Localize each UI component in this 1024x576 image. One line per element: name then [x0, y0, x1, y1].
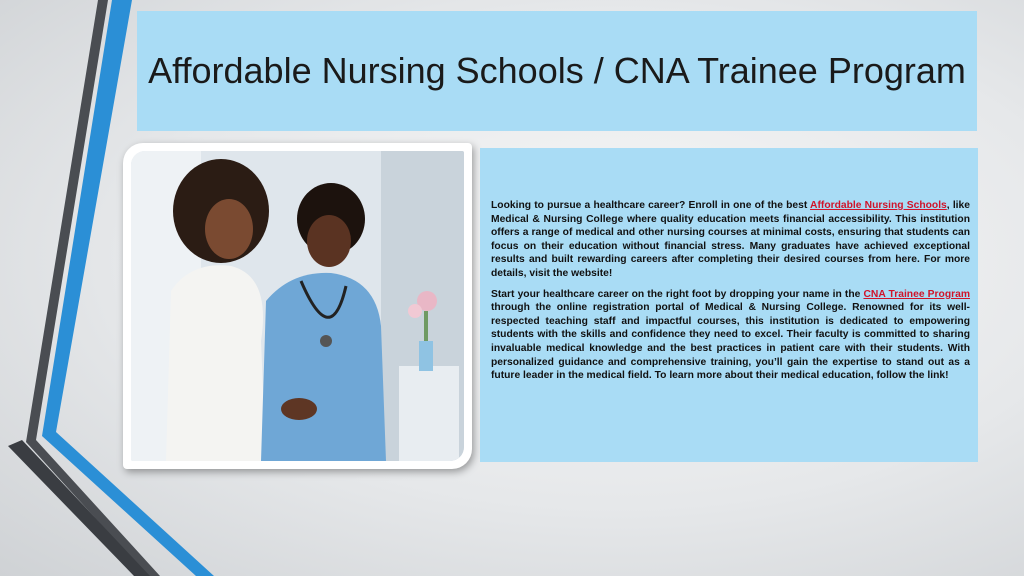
cna-trainee-program-link[interactable]: CNA Trainee Program: [863, 288, 970, 300]
affordable-nursing-schools-link[interactable]: Affordable Nursing Schools: [810, 200, 947, 211]
paragraph-2: [491, 288, 970, 383]
nurse-patient-photo: [131, 151, 464, 461]
slide-title: Affordable Nursing Schools / CNA Trainee Program: [148, 50, 966, 91]
description-panel: [480, 148, 978, 462]
paragraph-1-text-before: Looking to pursue a healthcare career? Enroll in one of the best: [491, 200, 811, 211]
paragraph-1: [491, 199, 970, 281]
title-panel: [137, 11, 977, 131]
photo-frame: [123, 143, 472, 469]
paragraph-2-text-before: Start your healthcare career on the right foot by dropping your name in the: [491, 288, 864, 300]
paragraph-2-text-after: through the online registration portal of Medical & Nursing College. Renowned for its well-respected teaching staff and impactful courses, this institution is dedicated to empowering students with the skills and confidence they need to excel. Their faculty is committed to sharing invaluable medical knowledge and the best practices in patient care with their students. With personalized guidance and comprehensive training, you’ll gain the expertise to stand out as a future leader in the medical field. To learn more about their medical education, follow the link!: [491, 302, 970, 382]
paragraph-1-text-after: , like Medical & Nursing College where quality education meets financial accessibility. This institution offers a range of medical and other nursing courses at minimal costs, ensuring that students can focus on their education without financial stress. Many graduates have achieved exceptional results and built rewarding careers after completing their desired courses from here. For more details, visit the website!: [491, 200, 970, 279]
